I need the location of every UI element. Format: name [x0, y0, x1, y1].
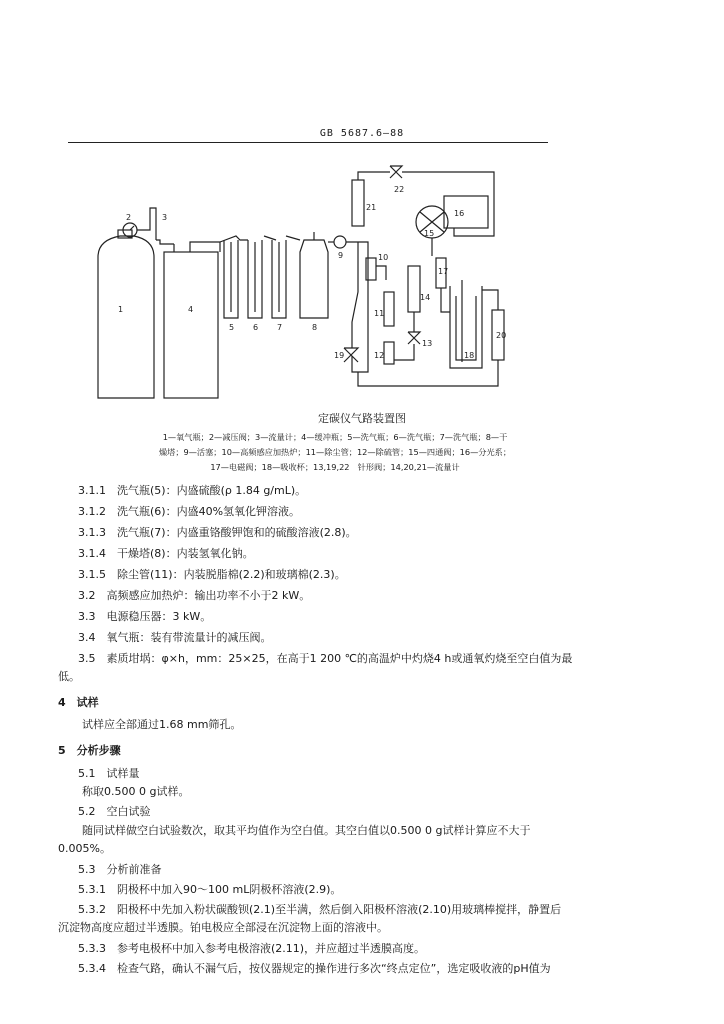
page-header: GB 5687.6—88	[319, 128, 405, 139]
clause-3-5: 3.5 素质坩埚：φ×h，mm：25×25，在高于1 200 ℃的高温炉中灼烧4 h或通氧灼烧至空白值为最	[78, 652, 573, 665]
clause-3-1-5: 3.1.5 除尘管(11)：内装脱脂棉(2.2)和玻璃棉(2.3)。	[78, 568, 346, 581]
svg-text:7: 7	[277, 323, 283, 332]
svg-text:6: 6	[253, 323, 259, 332]
clause-5-2-cont: 0.005%。	[58, 842, 111, 855]
svg-text:11: 11	[374, 309, 385, 318]
diagram-numbers	[118, 185, 506, 360]
svg-text:2: 2	[126, 213, 132, 222]
clause-5-3: 5.3 分析前准备	[78, 863, 162, 876]
svg-text:1: 1	[118, 305, 124, 314]
figure-caption: 定碳仪气路装置图	[318, 412, 406, 425]
svg-text:9: 9	[338, 251, 344, 260]
svg-text:21: 21	[366, 203, 377, 212]
clause-5-3-3: 5.3.3 参考电极杯中加入参考电极溶液(2.11)，并应超过半透膜高度。	[78, 942, 426, 955]
legend-line-3: 17—电磁阀；18—吸收杯；13,19,22 针形阀；14,20,21—流量计	[210, 462, 460, 472]
clause-3-1-2: 3.1.2 洗气瓶(6)：内盛40%氢氧化钾溶液。	[78, 505, 301, 518]
section-5-heading: 5 分析步骤	[58, 744, 121, 757]
clause-5-2: 5.2 空白试验	[78, 805, 151, 818]
section-4-text: 试样应全部通过1.68 mm筛孔。	[82, 718, 242, 731]
svg-text:18: 18	[464, 351, 475, 360]
svg-text:16: 16	[454, 209, 465, 218]
svg-text:17: 17	[438, 267, 449, 276]
clause-5-1: 5.1 试样量	[78, 767, 140, 780]
svg-text:22: 22	[394, 185, 405, 194]
svg-text:5: 5	[229, 323, 235, 332]
svg-text:10: 10	[378, 253, 389, 262]
clause-3-2: 3.2 高频感应加热炉：输出功率不小于2 kW。	[78, 589, 311, 602]
apparatus-diagram	[90, 162, 530, 402]
clause-5-1-text: 称取0.500 0 g试样。	[82, 785, 190, 798]
svg-text:3: 3	[162, 213, 168, 222]
clause-5-2-text: 随同试样做空白试验数次，取其平均值作为空白值。其空白值以0.500 0 g试样计算应不大于	[82, 824, 531, 837]
clause-3-1-3: 3.1.3 洗气瓶(7)：内盛重铬酸钾饱和的硫酸溶液(2.8)。	[78, 526, 357, 539]
legend-line-1: 1—氧气瓶；2—减压阀；3—流量计；4—缓冲瓶；5—洗气瓶；6—洗气瓶；7—洗气瓶；8—干	[162, 432, 508, 442]
svg-text:14: 14	[420, 293, 431, 302]
clause-3-4: 3.4 氧气瓶：装有带流量计的减压阀。	[78, 631, 272, 644]
svg-text:4: 4	[188, 305, 194, 314]
clause-3-1-4: 3.1.4 干燥塔(8)：内装氢氧化钠。	[78, 547, 254, 560]
svg-text:8: 8	[312, 323, 318, 332]
oxygen-cylinder-shape	[98, 236, 154, 398]
clause-5-3-2: 5.3.2 阳极杯中先加入粉状碳酸钡(2.1)至半满，然后倒入阳极杯溶液(2.10)用玻璃棒搅拌，静置后	[78, 903, 562, 916]
legend-line-2: 燥塔；9—活塞；10—高频感应加热炉；11—除尘管；12—除硫管；15—四通阀；16—分光系；	[158, 447, 512, 457]
svg-text:19: 19	[334, 351, 345, 360]
clause-3-3: 3.3 电源稳压器：3 kW。	[78, 610, 212, 623]
svg-text:15: 15	[424, 229, 435, 238]
clause-5-3-4: 5.3.4 检查气路，确认不漏气后，按仪器规定的操作进行多次“终点定位”，选定吸收液的pH值为	[78, 962, 551, 975]
clause-5-3-1: 5.3.1 阴极杯中加入90～100 mL阴极杯溶液(2.9)。	[78, 883, 342, 896]
svg-text:13: 13	[422, 339, 433, 348]
clause-3-1-1: 3.1.1 洗气瓶(5)：内盛硫酸(ρ 1.84 g/mL)。	[78, 484, 307, 497]
clause-5-3-2-cont: 沉淀物高度应超过半透膜。铂电极应全部浸在沉淀物上面的溶液中。	[58, 921, 388, 934]
svg-text:12: 12	[374, 351, 385, 360]
header-rule	[68, 142, 548, 143]
svg-text:20: 20	[496, 331, 507, 340]
clause-3-5-cont: 低。	[58, 670, 80, 683]
section-4-heading: 4 试样	[58, 696, 99, 709]
